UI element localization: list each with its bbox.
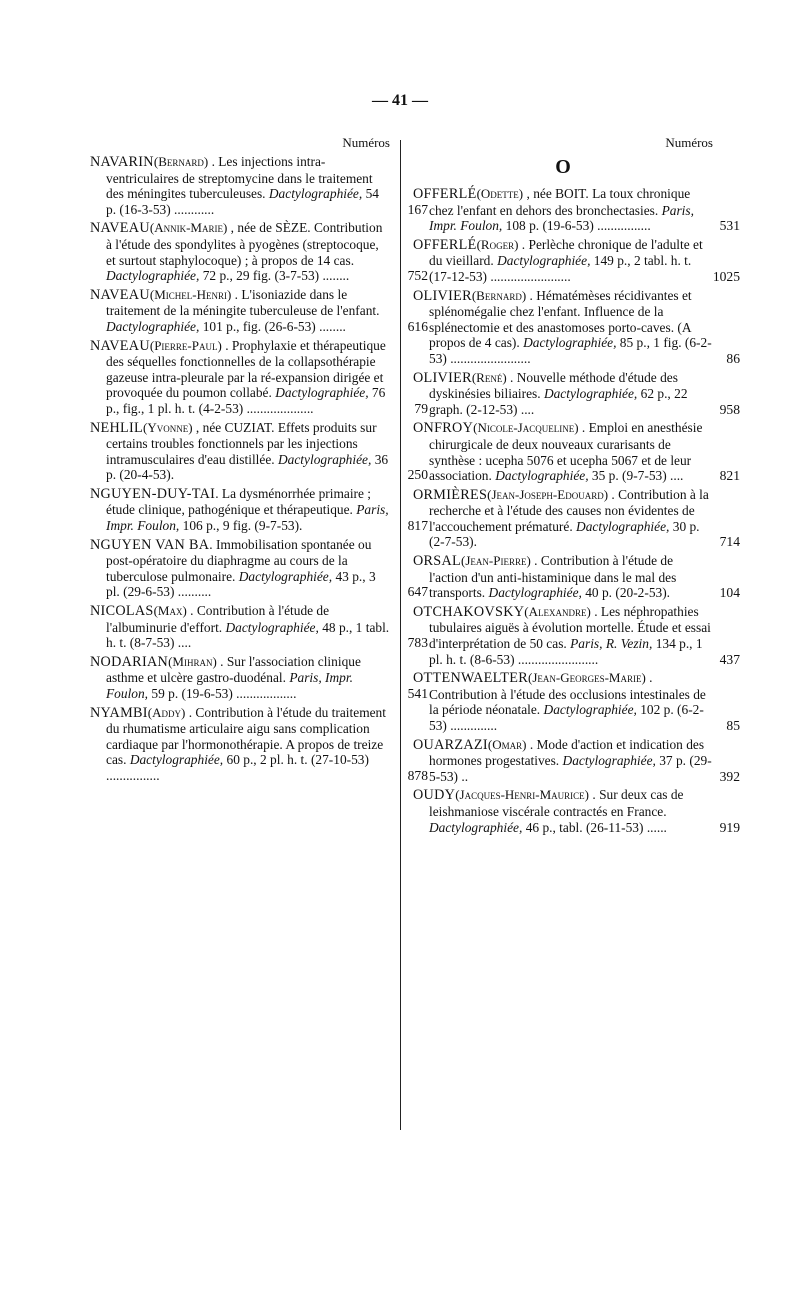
author-given-name: (Nicole-Jacqueline) [473,420,579,436]
entry-number: 878 [407,767,428,783]
entry-number: 541 [407,686,428,701]
entry-details: 62 p., 22 graph. (2-12-53) .... [429,386,688,417]
author-given-name: (Jean-Georges-Marie) [527,670,646,686]
author-name: NAVEAU [90,286,150,303]
entry-details: 46 p., tabl. (26-11-53) ...... [525,819,667,835]
entry-text: . Sur l'association clinique asthme et ulcère gastro-duodénal. [106,653,361,686]
bibliography-entry [90,154,428,217]
entry-text: , née CUZIAT. Effets produits sur certains troubles fonctionnels par les injections intramusculaires d'eau distillée. [106,419,377,467]
author-name: OFFERLÉ [413,186,477,202]
edition: Dactylographiée, [543,702,637,718]
entry-text: . Hématémèses récidivantes et splénomégalie chez l'enfant. Influence de la splénectomie et des anastomoses porto-caves. (A propos de 4 cas). [429,287,692,351]
bibliography-entry [90,653,428,702]
author-name: ORMIÈRES [413,486,488,503]
author-name: NGUYEN VAN BA [90,536,210,553]
bibliography-entry [413,186,740,234]
author-name: OLIVIER [413,369,472,386]
author-given-name: (Bernard) [153,154,209,169]
entry-details: 30 p. (2-7-53). [429,518,700,550]
entry-text: . Contribution à l'étude des occlusions intestinales de la période néonatale. [429,670,706,718]
edition: Paris, Impr. Foulon, [106,670,353,701]
bibliography-entry [413,670,740,733]
entry-details: 43 p., 3 pl. (29-6-53) .......... [106,568,376,600]
bibliography-entry [90,704,428,784]
column-header: Numéros [342,135,390,150]
author-name: OTCHAKOVSKY [413,603,525,620]
entry-number: 919 [719,819,740,835]
author-given-name: (Mihran) [168,653,217,669]
entry-text: . Sur deux cas de leishmaniose viscérale contractés en France. [429,787,684,819]
bibliography-entry [90,337,428,417]
author-name: NAVEAU [90,220,150,237]
entry-details: 48 p., 1 tabl. h. t. (8-7-53) .... [106,619,390,651]
entry-text: , née de SÈZE. Contribution à l'étude des spondylites à pyogènes (streptocoque, et surtout staphylocoque) ; à propos de 14 cas. [106,220,383,268]
author-name: OUDY [413,787,456,804]
author-given-name: (Pierre-Paul) [149,337,222,353]
edition: Dactylographiée, [543,386,638,402]
entry-details: 72 p., 29 fig. (3-7-53) ........ [202,268,350,284]
entry-details: 60 p., 2 pl. h. t. (27-10-53) ................ [106,752,369,783]
bibliography-entry [90,286,428,335]
author-name: NICOLAS [90,603,154,620]
entry-list [90,154,428,784]
bibliography-entry [90,536,428,600]
author-given-name: (Annik-Marie) [149,220,228,236]
left-column [90,132,428,787]
entry-text: . L'isoniazide dans le traitement de la méningite tuberculeuse de l'enfant. [106,286,380,319]
author-given-name: (Jacques-Henri-Maurice) [455,787,590,803]
column-divider [400,140,401,1130]
edition: Dactylographiée, [495,468,589,484]
letter-heading: O [555,156,571,178]
entry-number: 647 [407,584,428,600]
entry-number: 167 [407,201,428,217]
entry-details: 35 p. (9-7-53) .... [591,468,684,484]
entry-details: 102 p. (6-2-53) .............. [429,702,704,733]
entry-text: . Perlèche chronique de l'adulte et du vieillard. [429,236,703,269]
entry-text: . Contribution à l'étude du traitement du rhumatisme articulaire aigu sans complication cardiaque par l'hormonothérapie. A propos de treize cas. [106,704,386,768]
entry-number: 616 [407,318,428,334]
edition: Dactylographiée, [562,753,656,769]
author-name: NAVEAU [90,337,150,354]
entry-number: 783 [407,635,428,651]
author-name: NGUYEN-DUY-TAI [90,485,216,502]
entry-details: 149 p., 2 tabl. h. t. (17-12-53) ........................ [429,253,692,284]
bibliography-entry [413,787,740,835]
edition: Dactylographiée, [268,186,363,202]
entry-text: , née BOIT. La toux chronique chez l'enfant en dehors des bronchectasies. [429,186,691,218]
entry-details: 37 p. (29-5-53) .. [429,753,712,784]
entry-details: 40 p. (20-2-53). [585,585,671,601]
author-name: ORSAL [413,553,462,570]
bibliography-entry [90,603,428,651]
right-column [413,132,740,838]
edition: Dactylographiée, [278,451,372,467]
author-given-name: (Odette) [476,186,524,201]
bibliography-entry [90,485,428,534]
edition: Paris, R. Vezin, [570,636,653,652]
entry-text: . Mode d'action et indication des hormones progestatives. [429,736,705,769]
author-given-name: (Bernard) [471,287,527,303]
entry-details: 36 p. (20-4-53). [106,451,389,483]
edition: Dactylographiée, [225,619,319,635]
bibliography-entry [413,736,740,785]
edition: Dactylographiée, [106,268,200,284]
entry-text: . Contribution à l'étude de l'action d'un anti-histaminique dans le mal des transports. [429,553,677,601]
entry-number: 958 [719,401,740,417]
author-given-name: (Alexandre) [524,603,591,619]
entry-details: 134 p., 1 pl. h. t. (8-6-53) ........................ [429,636,703,667]
entry-text: . Prophylaxie et thérapeutique des séquelles fonctionnelles de la collapsothérapie gazeuse intra-pleurale par la ré-expansion dirigée et provoquée du poumon collabé. [106,337,386,401]
entry-number: 817 [407,518,428,534]
author-given-name: (Addy) [147,704,186,720]
bibliography-entry [413,236,740,285]
edition: Dactylographiée, [576,518,670,534]
entry-details: 108 p. (19-6-53) ................ [505,218,651,234]
author-given-name: (Jean-Joseph-Edouard) [487,486,609,502]
edition: Dactylographiée, [106,318,200,334]
author-given-name: (Michel-Henri) [149,286,232,302]
entry-details: 76 p., fig., 1 pl. h. t. (4-2-53) .................... [106,385,386,416]
column-header: Numéros [665,135,713,150]
bibliography-entry [413,287,740,367]
entry-text: . Nouvelle méthode d'étude des dyskinésies biliaires. [429,369,678,402]
edition: Dactylographiée, [497,253,591,269]
entry-number: 752 [407,268,428,284]
entry-number: 392 [719,768,740,784]
bibliography-entry [413,603,740,667]
edition: Paris, Impr. Foulon, [106,502,389,534]
edition: Dactylographiée, [429,819,523,835]
entry-list [413,186,740,835]
bibliography-entry [413,486,740,550]
entry-text: . Emploi en anesthésie chirurgicale de deux nouveaux curarisants de synthèse : ucepha 5076 et ucepha 5067 et de leur association. [429,420,703,484]
entry-details: 54 p. (16-3-53) ............ [106,186,379,217]
entry-text: . Immobilisation spontanée ou post-opératoire du diaphragme au cours de la tuberculose pulmonaire. [106,536,372,584]
entry-number: 104 [719,585,740,601]
bibliography-entry [413,420,740,484]
page-number: — 41 — [372,92,428,109]
bibliography-entry [413,369,740,418]
entry-details: 101 p., fig. (26-6-53) ........ [202,318,346,334]
author-name: NODARIAN [90,653,169,670]
entry-details: 59 p. (19-6-53) .................. [151,686,297,701]
author-given-name: (René) [471,369,507,385]
entry-number: 821 [719,468,740,484]
author-given-name: (Max) [153,603,187,619]
entry-number: 85 [726,718,740,733]
author-name: OUARZAZI [413,736,488,753]
entry-details: 106 p., 9 fig. (9-7-53). [182,518,303,534]
entry-text: . Les injections intra-ventriculaires de streptomycine dans le traitement des méningites tuberculeuses. [106,154,373,202]
entry-number: 86 [726,350,740,366]
author-name: NYAMBI [90,704,148,721]
entry-number: 437 [719,651,740,667]
author-name: OFFERLÉ [413,236,477,253]
author-name: OLIVIER [413,287,472,304]
edition: Dactylographiée, [129,752,224,768]
edition: Dactylographiée, [238,568,333,584]
bibliography-entry [413,553,740,601]
entry-number: 1025 [712,268,740,284]
entry-text: . Contribution à la recherche et à l'étude des causes non évidentes de l'accouchement prématuré. [429,486,709,534]
author-name: NEHLIL [90,419,144,436]
edition: Dactylographiée, [488,585,582,601]
edition: Dactylographiée, [523,335,617,351]
entry-number: 531 [719,218,740,234]
author-name: NAVARIN [90,154,154,170]
entry-text: . Les néphropathies tubulaires aiguës à évolution mortelle. Étude et essai d'interprétation de 50 cas. [429,603,711,652]
author-name: ONFROY [413,420,474,437]
author-given-name: (Omar) [487,736,527,752]
entry-text: . Contribution à l'étude de l'albuminurie d'effort. [106,603,330,635]
edition: Paris, Impr. Foulon, [429,202,694,234]
author-given-name: (Yvonne) [143,419,193,435]
bibliography-entry [90,419,428,483]
author-given-name: (Roger) [476,236,519,252]
entry-text: . La dysménorrhée primaire ; étude clinique, pathogénique et thérapeutique. [106,485,372,518]
entry-number: 250 [407,467,428,483]
entry-number: 79 [414,400,428,416]
edition: Dactylographiée, [275,385,369,401]
author-given-name: (Jean-Pierre) [461,553,531,569]
bibliography-entry [90,220,428,284]
entry-details: 85 p., 1 fig. (6-2-53) ........................ [429,335,712,366]
entry-number: 714 [719,534,740,550]
author-name: OTTENWAELTER [413,670,528,687]
